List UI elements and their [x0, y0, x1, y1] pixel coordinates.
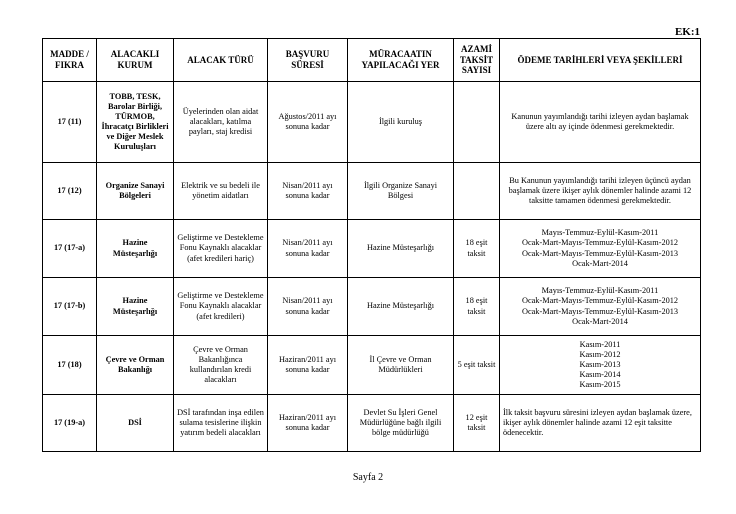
odeme-line: Kasım-2011: [579, 339, 621, 349]
odeme-line: Ocak-Mart-2014: [572, 258, 628, 268]
taksit-cell: [454, 163, 500, 220]
yer-cell: İl Çevre ve Orman Müdürlükleri: [348, 336, 454, 395]
odeme-line: Kasım-2013: [579, 359, 621, 369]
odeme-line: Ocak-Mart-Mayıs-Temmuz-Eylül-Kasım-2013: [521, 248, 679, 258]
installment-table: [42, 38, 701, 452]
kurum-cell: Hazine Müsteşarlığı: [97, 278, 174, 336]
table-row: [43, 336, 701, 395]
sure-cell: Haziran/2011 ayı sonuna kadar: [268, 336, 348, 395]
odeme-cell: [500, 163, 701, 220]
odeme-cell: [500, 220, 701, 278]
odeme-cell: [500, 278, 701, 336]
odeme-line: Ocak-Mart-2014: [572, 316, 628, 326]
madde-cell: 17 (17-b): [43, 278, 97, 336]
annex-label: EK:1: [674, 26, 700, 38]
madde-cell: 17 (18): [43, 336, 97, 395]
madde-cell: 17 (11): [43, 82, 97, 163]
header-row: [43, 39, 701, 82]
madde-cell: 17 (19-a): [43, 395, 97, 452]
taksit-cell: [454, 82, 500, 163]
header-taksit: AZAMİ TAKSİT SAYISI: [454, 39, 500, 82]
table-row: [43, 163, 701, 220]
page-number: Sayfa 2: [352, 472, 384, 483]
odeme-line: İlk taksit başvuru süresini izleyen aydan başlamak üzere, ikişer aylık dönemler halinde azami 12 eşit taksitte ödenecektir.: [503, 407, 692, 438]
table-row: [43, 82, 701, 163]
kurum-cell: Çevre ve Orman Bakanlığı: [97, 336, 174, 395]
odeme-line: Kasım-2012: [579, 349, 621, 359]
sure-cell: Nisan/2011 ayı sonuna kadar: [268, 278, 348, 336]
tur-cell: Çevre ve Orman Bakanlığınca kullandırılan kredi alacakları: [174, 336, 268, 395]
tur-cell: Geliştirme ve Destekleme Fonu Kaynaklı alacaklar (afet kredileri hariç): [174, 220, 268, 278]
taksit-cell: 5 eşit taksit: [454, 336, 500, 395]
header-kurum: ALACAKLI KURUM: [97, 39, 174, 82]
odeme-line: Kasım-2014: [579, 370, 621, 380]
yer-cell: Hazine Müsteşarlığı: [348, 278, 454, 336]
header-madde: MADDE / FIKRA: [43, 39, 97, 82]
taksit-cell: 12 eşit taksit: [454, 395, 500, 452]
kurum-cell: TOBB, TESK, Barolar Birliği, TÜRMOB, İhracatçı Birlikleri ve Diğer Meslek Kuruluşları: [97, 82, 174, 163]
tur-cell: DSİ tarafından inşa edilen sulama tesislerine ilişkin yatırım bedeli alacakları: [174, 395, 268, 452]
odeme-line: Bu Kanunun yayımlandığı tarihi izleyen üçüncü aydan başlamak üzere ikişer aylık dönemler halinde azami 12 taksitte tamamen ödenmesi gerekmektedir.: [508, 175, 692, 206]
yer-cell: İlgili kuruluş: [348, 82, 454, 163]
taksit-cell: 18 eşit taksit: [454, 278, 500, 336]
tur-cell: Üyelerinden olan aidat alacakları, katılma payları, staj kredisi: [174, 82, 268, 163]
header-sure: BAŞVURU SÜRESİ: [268, 39, 348, 82]
sure-cell: Nisan/2011 ayı sonuna kadar: [268, 220, 348, 278]
table-row: [43, 278, 701, 336]
sure-cell: Haziran/2011 ayı sonuna kadar: [268, 395, 348, 452]
odeme-line: Kanunun yayımlandığı tarihi izleyen aydan başlamak üzere altı ay içinde ödenmesi gerekmektedir.: [511, 111, 689, 131]
header-tur: ALACAK TÜRÜ: [174, 39, 268, 82]
odeme-line: Mayıs-Temmuz-Eylül-Kasım-2011: [541, 228, 659, 238]
table-row: [43, 395, 701, 452]
table-row: [43, 220, 701, 278]
madde-cell: 17 (12): [43, 163, 97, 220]
yer-cell: Devlet Su İşleri Genel Müdürlüğüne bağlı ilgili bölge müdürlüğü: [348, 395, 454, 452]
odeme-line: Ocak-Mart-Mayıs-Temmuz-Eylül-Kasım-2012: [521, 238, 679, 248]
tur-cell: Elektrik ve su bedeli ile yönetim aidatları: [174, 163, 268, 220]
yer-cell: Hazine Müsteşarlığı: [348, 220, 454, 278]
odeme-line: Mayıs-Temmuz-Eylül-Kasım-2011: [541, 286, 659, 296]
odeme-cell: [500, 336, 701, 395]
odeme-line: Ocak-Mart-Mayıs-Temmuz-Eylül-Kasım-2013: [521, 306, 679, 316]
header-odeme: ÖDEME TARİHLERİ VEYA ŞEKİLLERİ: [500, 39, 701, 82]
odeme-cell: [500, 82, 701, 163]
odeme-line: Kasım-2015: [579, 380, 621, 390]
kurum-cell: Organize Sanayi Bölgeleri: [97, 163, 174, 220]
yer-cell: İlgili Organize Sanayi Bölgesi: [348, 163, 454, 220]
sure-cell: Ağustos/2011 ayı sonuna kadar: [268, 82, 348, 163]
kurum-cell: DSİ: [97, 395, 174, 452]
sure-cell: Nisan/2011 ayı sonuna kadar: [268, 163, 348, 220]
madde-cell: 17 (17-a): [43, 220, 97, 278]
tur-cell: Geliştirme ve Destekleme Fonu Kaynaklı alacaklar (afet kredileri): [174, 278, 268, 336]
odeme-line: Ocak-Mart-Mayıs-Temmuz-Eylül-Kasım-2012: [521, 296, 679, 306]
header-yer: MÜRACAATIN YAPILACAĞI YER: [348, 39, 454, 82]
odeme-cell: [500, 395, 701, 452]
kurum-cell: Hazine Müsteşarlığı: [97, 220, 174, 278]
taksit-cell: 18 eşit taksit: [454, 220, 500, 278]
